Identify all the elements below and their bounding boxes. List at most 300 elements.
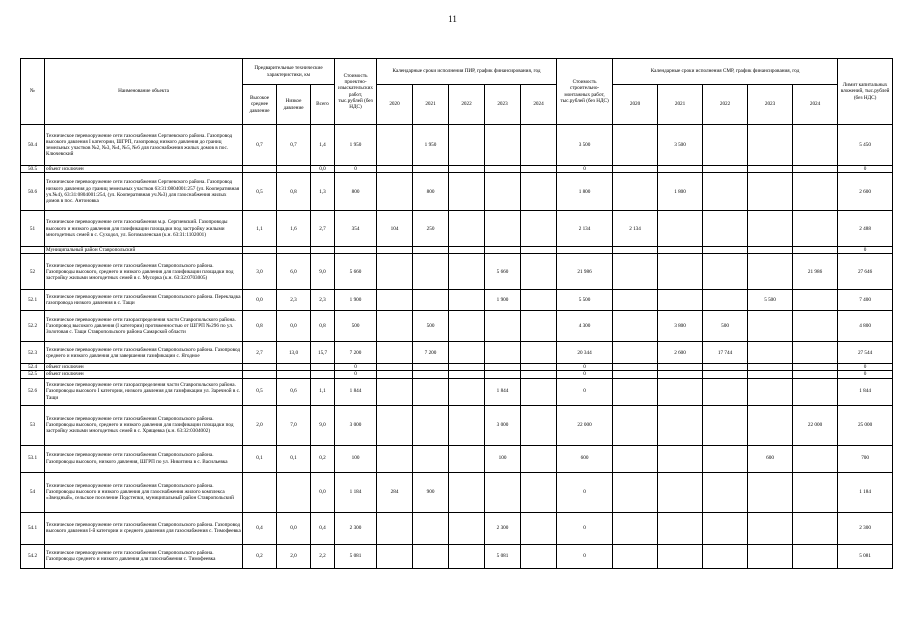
tech-low: 7,0	[277, 405, 311, 445]
pir-2020	[377, 512, 413, 544]
smr-2024: 21 986	[793, 254, 838, 290]
smr-2020	[613, 364, 658, 371]
pir-cost: 1 900	[335, 290, 377, 311]
smr-2023	[748, 211, 793, 247]
tech-low	[277, 166, 311, 173]
smr-2023	[748, 544, 793, 568]
pir-2022	[449, 342, 485, 364]
object-name: Техническое перевооружение сети газоснабжения Сергиевского района. Газопровод высокого давления I категории, ШГРП, газопровод низкого давления до границ земельных участков №2, №3, №4, №5, №6 для газоснабжения жилых домов в пос. Ключевский	[45, 125, 243, 166]
table-row	[21, 290, 893, 311]
pir-2023	[485, 211, 521, 247]
smr-cost: 0	[557, 472, 613, 512]
smr-2024	[793, 247, 838, 254]
limit-value: 27 646	[838, 254, 893, 290]
tech-low: 2,0	[277, 544, 311, 568]
limit-value: 25 000	[838, 405, 893, 445]
header-pir-terms: Календарные сроки исполнения ПИР, график финансирования, год	[377, 59, 557, 85]
smr-2020	[613, 544, 658, 568]
pir-cost: 5 081	[335, 544, 377, 568]
smr-2023	[748, 254, 793, 290]
tech-total: 0,0	[311, 472, 335, 512]
row-number: 52.1	[21, 290, 45, 311]
pir-2020	[377, 125, 413, 166]
tech-high	[243, 371, 277, 378]
pir-2022	[449, 371, 485, 378]
smr-2024	[793, 512, 838, 544]
smr-2024	[793, 166, 838, 173]
smr-cost: 2 134	[557, 211, 613, 247]
smr-2023	[748, 125, 793, 166]
tech-low: 2,3	[277, 290, 311, 311]
smr-2023	[748, 311, 793, 342]
pir-2020: 104	[377, 211, 413, 247]
page-number: 11	[448, 14, 457, 24]
pir-2024	[521, 445, 557, 472]
table-row	[21, 371, 893, 378]
object-name: Техническое перевооружение сети газоснабжения Ставропольского района. Газопроводы высокого, низкого давления, ШГРП по ул. Никитина в с. Васильевка	[45, 445, 243, 472]
smr-2023	[748, 166, 793, 173]
smr-2021	[658, 364, 703, 371]
tech-low: 0,0	[277, 512, 311, 544]
table-row	[21, 378, 893, 405]
pir-2023	[485, 364, 521, 371]
header-smr-year: 2020	[613, 85, 658, 125]
pir-2021	[413, 544, 449, 568]
limit-value: 0	[838, 247, 893, 254]
smr-cost: 3 500	[557, 125, 613, 166]
smr-2022	[703, 544, 748, 568]
smr-2020: 2 134	[613, 211, 658, 247]
pir-2024	[521, 290, 557, 311]
row-number: 52.3	[21, 342, 45, 364]
pir-2022	[449, 405, 485, 445]
smr-2024	[793, 378, 838, 405]
smr-2024	[793, 445, 838, 472]
pir-2023: 5 081	[485, 544, 521, 568]
smr-cost: 5 500	[557, 290, 613, 311]
smr-2021	[658, 512, 703, 544]
smr-cost: 4 300	[557, 311, 613, 342]
smr-2023	[748, 173, 793, 211]
smr-2023	[748, 512, 793, 544]
smr-2022	[703, 472, 748, 512]
pir-2021	[413, 405, 449, 445]
header-tech-low: Низкое давление	[277, 85, 311, 125]
tech-total: 2,7	[311, 211, 335, 247]
object-name: объект исключен	[45, 166, 243, 173]
pir-2021	[413, 166, 449, 173]
smr-2024	[793, 290, 838, 311]
pir-2024	[521, 472, 557, 512]
pir-2022	[449, 472, 485, 512]
smr-cost: 0	[557, 166, 613, 173]
header-smr-year: 2023	[748, 85, 793, 125]
smr-2024	[793, 173, 838, 211]
smr-2021: 3 500	[658, 125, 703, 166]
tech-low: 0,7	[277, 125, 311, 166]
pir-2020: 284	[377, 472, 413, 512]
tech-low	[277, 371, 311, 378]
row-number: 52.6	[21, 378, 45, 405]
row-number: 50.5	[21, 166, 45, 173]
pir-2023	[485, 166, 521, 173]
tech-low: 6,0	[277, 254, 311, 290]
table-row	[21, 364, 893, 371]
tech-high: 1,1	[243, 211, 277, 247]
smr-2022	[703, 254, 748, 290]
tech-total: 1,3	[311, 173, 335, 211]
object-name: Техническое перевооружение сети газоснабжения Ставропольского района. Газопроводы среднего и низкого давления для газоснабжения с. Тимофеевка	[45, 544, 243, 568]
smr-cost: 21 986	[557, 254, 613, 290]
tech-high	[243, 247, 277, 254]
smr-2023	[748, 405, 793, 445]
smr-2022	[703, 405, 748, 445]
table-row	[21, 247, 893, 254]
pir-cost: 1 184	[335, 472, 377, 512]
smr-2024	[793, 371, 838, 378]
pir-2024	[521, 166, 557, 173]
pir-2020	[377, 342, 413, 364]
smr-2021: 3 800	[658, 311, 703, 342]
pir-2020	[377, 290, 413, 311]
pir-2020	[377, 247, 413, 254]
pir-2024	[521, 311, 557, 342]
limit-value: 1 844	[838, 378, 893, 405]
smr-cost: 1 800	[557, 173, 613, 211]
pir-2023	[485, 472, 521, 512]
smr-2024	[793, 544, 838, 568]
table-row	[21, 342, 893, 364]
header-smr-year: 2024	[793, 85, 838, 125]
tech-high: 0,0	[243, 290, 277, 311]
pir-cost	[335, 247, 377, 254]
pir-2023: 2 300	[485, 512, 521, 544]
smr-2022	[703, 512, 748, 544]
smr-2023: 600	[748, 445, 793, 472]
smr-2021	[658, 405, 703, 445]
smr-cost: 600	[557, 445, 613, 472]
tech-high: 0,2	[243, 544, 277, 568]
smr-2021	[658, 472, 703, 512]
smr-2024	[793, 311, 838, 342]
header-pir-year: 2021	[413, 85, 449, 125]
tech-high: 2,7	[243, 342, 277, 364]
smr-2021	[658, 544, 703, 568]
object-name: Техническое перевооружение сети газоснабжения Ставропольского района. Газопроводы высокого, среднего и низкого давления для газификации площадки под застройку жилыми многодетных семей в с. Хрящевка (к.н. 63:32:0304002)	[45, 405, 243, 445]
pir-2021	[413, 290, 449, 311]
smr-cost: 0	[557, 512, 613, 544]
object-name: Муниципальный район Ставропольский	[45, 247, 243, 254]
smr-2020	[613, 290, 658, 311]
pir-cost: 2 300	[335, 512, 377, 544]
pir-2021: 1 950	[413, 125, 449, 166]
smr-2023	[748, 364, 793, 371]
pir-2023: 1 900	[485, 290, 521, 311]
smr-2022	[703, 371, 748, 378]
pir-2024	[521, 125, 557, 166]
header-pir-year: 2020	[377, 85, 413, 125]
pir-2024	[521, 254, 557, 290]
pir-2022	[449, 211, 485, 247]
row-number: 51	[21, 211, 45, 247]
table-row	[21, 311, 893, 342]
tech-total: 15,7	[311, 342, 335, 364]
limit-value: 7 400	[838, 290, 893, 311]
pir-2022	[449, 311, 485, 342]
row-number: 54.1	[21, 512, 45, 544]
pir-2024	[521, 173, 557, 211]
smr-2020	[613, 254, 658, 290]
table-row	[21, 173, 893, 211]
pir-2023	[485, 342, 521, 364]
pir-2024	[521, 247, 557, 254]
pir-2024	[521, 342, 557, 364]
limit-value: 700	[838, 445, 893, 472]
tech-high: 0,5	[243, 173, 277, 211]
tech-high	[243, 364, 277, 371]
tech-total: 0,2	[311, 445, 335, 472]
tech-total: 0,0	[311, 166, 335, 173]
smr-2021	[658, 166, 703, 173]
smr-2022	[703, 290, 748, 311]
table-row	[21, 544, 893, 568]
tech-high	[243, 166, 277, 173]
smr-2021	[658, 211, 703, 247]
pir-2022	[449, 173, 485, 211]
tech-total	[311, 371, 335, 378]
table-row	[21, 405, 893, 445]
row-number: 50.6	[21, 173, 45, 211]
pir-2024	[521, 211, 557, 247]
row-number: 52.2	[21, 311, 45, 342]
tech-high: 0,4	[243, 512, 277, 544]
smr-2023	[748, 342, 793, 364]
header-limit: Лимит капитальных вложений, тыс.рублей (без НДС)	[838, 59, 893, 125]
pir-cost: 3 000	[335, 405, 377, 445]
smr-2020	[613, 512, 658, 544]
pir-2023	[485, 247, 521, 254]
object-name: Техническое перевооружение сети газоснабжения Ставропольского района. Газопроводы высокого и низкого давления для газоснабжения жилого комплекса «Звездный», сельское поселение Подстепки, муниципальный район Ставропольский	[45, 472, 243, 512]
pir-cost: 1 844	[335, 378, 377, 405]
smr-2024	[793, 125, 838, 166]
object-name: Техническое перевооружение сети газоснабжения Ставропольского района. Газопроводы высокого, среднего и низкого давления для газификации площадки под застройку жилыми многодетных семей в с. Мусорка (к.н. 63:32:0703005)	[45, 254, 243, 290]
smr-2020	[613, 342, 658, 364]
smr-cost: 20 344	[557, 342, 613, 364]
table-row	[21, 166, 893, 173]
pir-2020	[377, 544, 413, 568]
object-name: Техническое перевооружение сети газоснабжения Ставропольского района. Газопровод среднего и низкого давления для завершения газификации с. Ягодное	[45, 342, 243, 364]
tech-total: 0,4	[311, 512, 335, 544]
tech-total	[311, 364, 335, 371]
row-number: 53	[21, 405, 45, 445]
pir-cost: 7 200	[335, 342, 377, 364]
tech-high: 0,8	[243, 311, 277, 342]
header-num: №	[21, 59, 45, 125]
smr-cost: 22 000	[557, 405, 613, 445]
pir-2021	[413, 445, 449, 472]
pir-2021	[413, 378, 449, 405]
pir-2022	[449, 290, 485, 311]
pir-cost: 5 660	[335, 254, 377, 290]
pir-2021: 7 200	[413, 342, 449, 364]
limit-value: 1 184	[838, 472, 893, 512]
pir-2021	[413, 364, 449, 371]
smr-2022	[703, 166, 748, 173]
pir-2021	[413, 371, 449, 378]
smr-2021	[658, 290, 703, 311]
object-name: Техническое перевооружение сети газораспределения части Ставропольского района. Газопровод высокого давления (I категории) протяженностью от ШГРП №296 по ул. Золотовая с. Тащи Ставропольского района Самарской области	[45, 311, 243, 342]
smr-2021	[658, 254, 703, 290]
capital-investment-table	[20, 58, 893, 569]
tech-high: 2,0	[243, 405, 277, 445]
smr-cost: 0	[557, 378, 613, 405]
limit-value: 27 544	[838, 342, 893, 364]
pir-2022	[449, 125, 485, 166]
pir-2022	[449, 364, 485, 371]
pir-2024	[521, 512, 557, 544]
object-name: объект исключен	[45, 364, 243, 371]
tech-low: 0,0	[277, 311, 311, 342]
row-number: 54.2	[21, 544, 45, 568]
header-pir-year: 2024	[521, 85, 557, 125]
pir-2020	[377, 166, 413, 173]
smr-2023	[748, 371, 793, 378]
tech-low: 0,6	[277, 378, 311, 405]
smr-2020	[613, 166, 658, 173]
smr-2024	[793, 364, 838, 371]
limit-value: 0	[838, 371, 893, 378]
pir-2023: 100	[485, 445, 521, 472]
smr-2023	[748, 247, 793, 254]
smr-2020	[613, 405, 658, 445]
limit-value: 5 450	[838, 125, 893, 166]
smr-2022	[703, 211, 748, 247]
pir-2023	[485, 311, 521, 342]
tech-total: 1,1	[311, 378, 335, 405]
smr-2020	[613, 378, 658, 405]
smr-2023: 5 500	[748, 290, 793, 311]
pir-2020	[377, 371, 413, 378]
limit-value: 2 600	[838, 173, 893, 211]
pir-2022	[449, 378, 485, 405]
row-number: 52.5	[21, 371, 45, 378]
pir-2022	[449, 544, 485, 568]
header-tech: Предварительные технические характеристики, км	[243, 59, 335, 85]
table-row	[21, 472, 893, 512]
smr-2021	[658, 378, 703, 405]
pir-cost: 0	[335, 371, 377, 378]
smr-2023	[748, 472, 793, 512]
pir-2022	[449, 166, 485, 173]
pir-2021: 800	[413, 173, 449, 211]
smr-2022	[703, 125, 748, 166]
header-smr-year: 2022	[703, 85, 748, 125]
smr-2022	[703, 378, 748, 405]
tech-high	[243, 472, 277, 512]
header-pir-year: 2023	[485, 85, 521, 125]
object-name: Техническое перевооружение сети газоснабжения м.р. Сергиевский. Газопроводы высокого и низкого давления для газификации площадки под застройку жилыми многодетных семей в с. Суходол, ул. Богомаленская (к.н. 63:31:1102001)	[45, 211, 243, 247]
row-number: 52.4	[21, 364, 45, 371]
object-name: Техническое перевооружение сети газоснабжения Ставропольского района. Перекладка газопровода низкого давления в с. Тащи	[45, 290, 243, 311]
pir-2022	[449, 445, 485, 472]
smr-2021: 2 600	[658, 342, 703, 364]
smr-2023	[748, 378, 793, 405]
tech-low: 0,1	[277, 445, 311, 472]
limit-value: 4 800	[838, 311, 893, 342]
pir-cost: 800	[335, 173, 377, 211]
pir-2020	[377, 378, 413, 405]
pir-2024	[521, 364, 557, 371]
row-number: 53.1	[21, 445, 45, 472]
tech-high: 0,1	[243, 445, 277, 472]
header-name: Наименование объекта	[45, 59, 243, 125]
row-number	[21, 247, 45, 254]
tech-total: 1,4	[311, 125, 335, 166]
header-smr-terms: Календарные сроки исполнения СМР, график финансирования, год	[613, 59, 838, 85]
tech-high: 0,7	[243, 125, 277, 166]
pir-cost: 100	[335, 445, 377, 472]
table-row	[21, 512, 893, 544]
tech-low: 1,6	[277, 211, 311, 247]
smr-2021	[658, 371, 703, 378]
table-row	[21, 125, 893, 166]
tech-low: 0,8	[277, 173, 311, 211]
tech-high: 0,5	[243, 378, 277, 405]
pir-2023: 3 000	[485, 405, 521, 445]
object-name: Техническое перевооружение сети газоснабжения Сергиевского района. Газопровод низкого давления до границ земельных участков 63:31:0804001:257 (ул. Кооперативная уч.№4), 63:31:0804001:254, (ул. Кооперативная уч.№3) для газоснабжения жилых домов в пос. Антоновка	[45, 173, 243, 211]
smr-2021	[658, 247, 703, 254]
smr-2021: 1 800	[658, 173, 703, 211]
smr-2022: 17 744	[703, 342, 748, 364]
object-name: объект исключен	[45, 371, 243, 378]
smr-2020	[613, 472, 658, 512]
pir-2021	[413, 512, 449, 544]
pir-2023	[485, 125, 521, 166]
smr-cost: 0	[557, 544, 613, 568]
tech-total: 9,0	[311, 254, 335, 290]
row-number: 52	[21, 254, 45, 290]
pir-2020	[377, 405, 413, 445]
pir-2021: 250	[413, 211, 449, 247]
smr-cost: 0	[557, 371, 613, 378]
smr-2021	[658, 445, 703, 472]
smr-2020	[613, 173, 658, 211]
pir-2021	[413, 247, 449, 254]
pir-cost: 354	[335, 211, 377, 247]
pir-2023: 5 660	[485, 254, 521, 290]
smr-2020	[613, 445, 658, 472]
smr-2022	[703, 445, 748, 472]
pir-2024	[521, 405, 557, 445]
table-row	[21, 445, 893, 472]
pir-2021: 500	[413, 311, 449, 342]
limit-value: 2 300	[838, 512, 893, 544]
pir-2020	[377, 445, 413, 472]
smr-2020	[613, 247, 658, 254]
header-tech-total: Всего	[311, 85, 335, 125]
pir-2021: 900	[413, 472, 449, 512]
pir-cost: 500	[335, 311, 377, 342]
smr-2024	[793, 472, 838, 512]
smr-2020	[613, 311, 658, 342]
header-tech-high: Высокое среднее давление	[243, 85, 277, 125]
pir-2024	[521, 378, 557, 405]
smr-2024: 22 000	[793, 405, 838, 445]
smr-2020	[613, 125, 658, 166]
pir-2023	[485, 371, 521, 378]
tech-total: 9,0	[311, 405, 335, 445]
tech-low	[277, 364, 311, 371]
